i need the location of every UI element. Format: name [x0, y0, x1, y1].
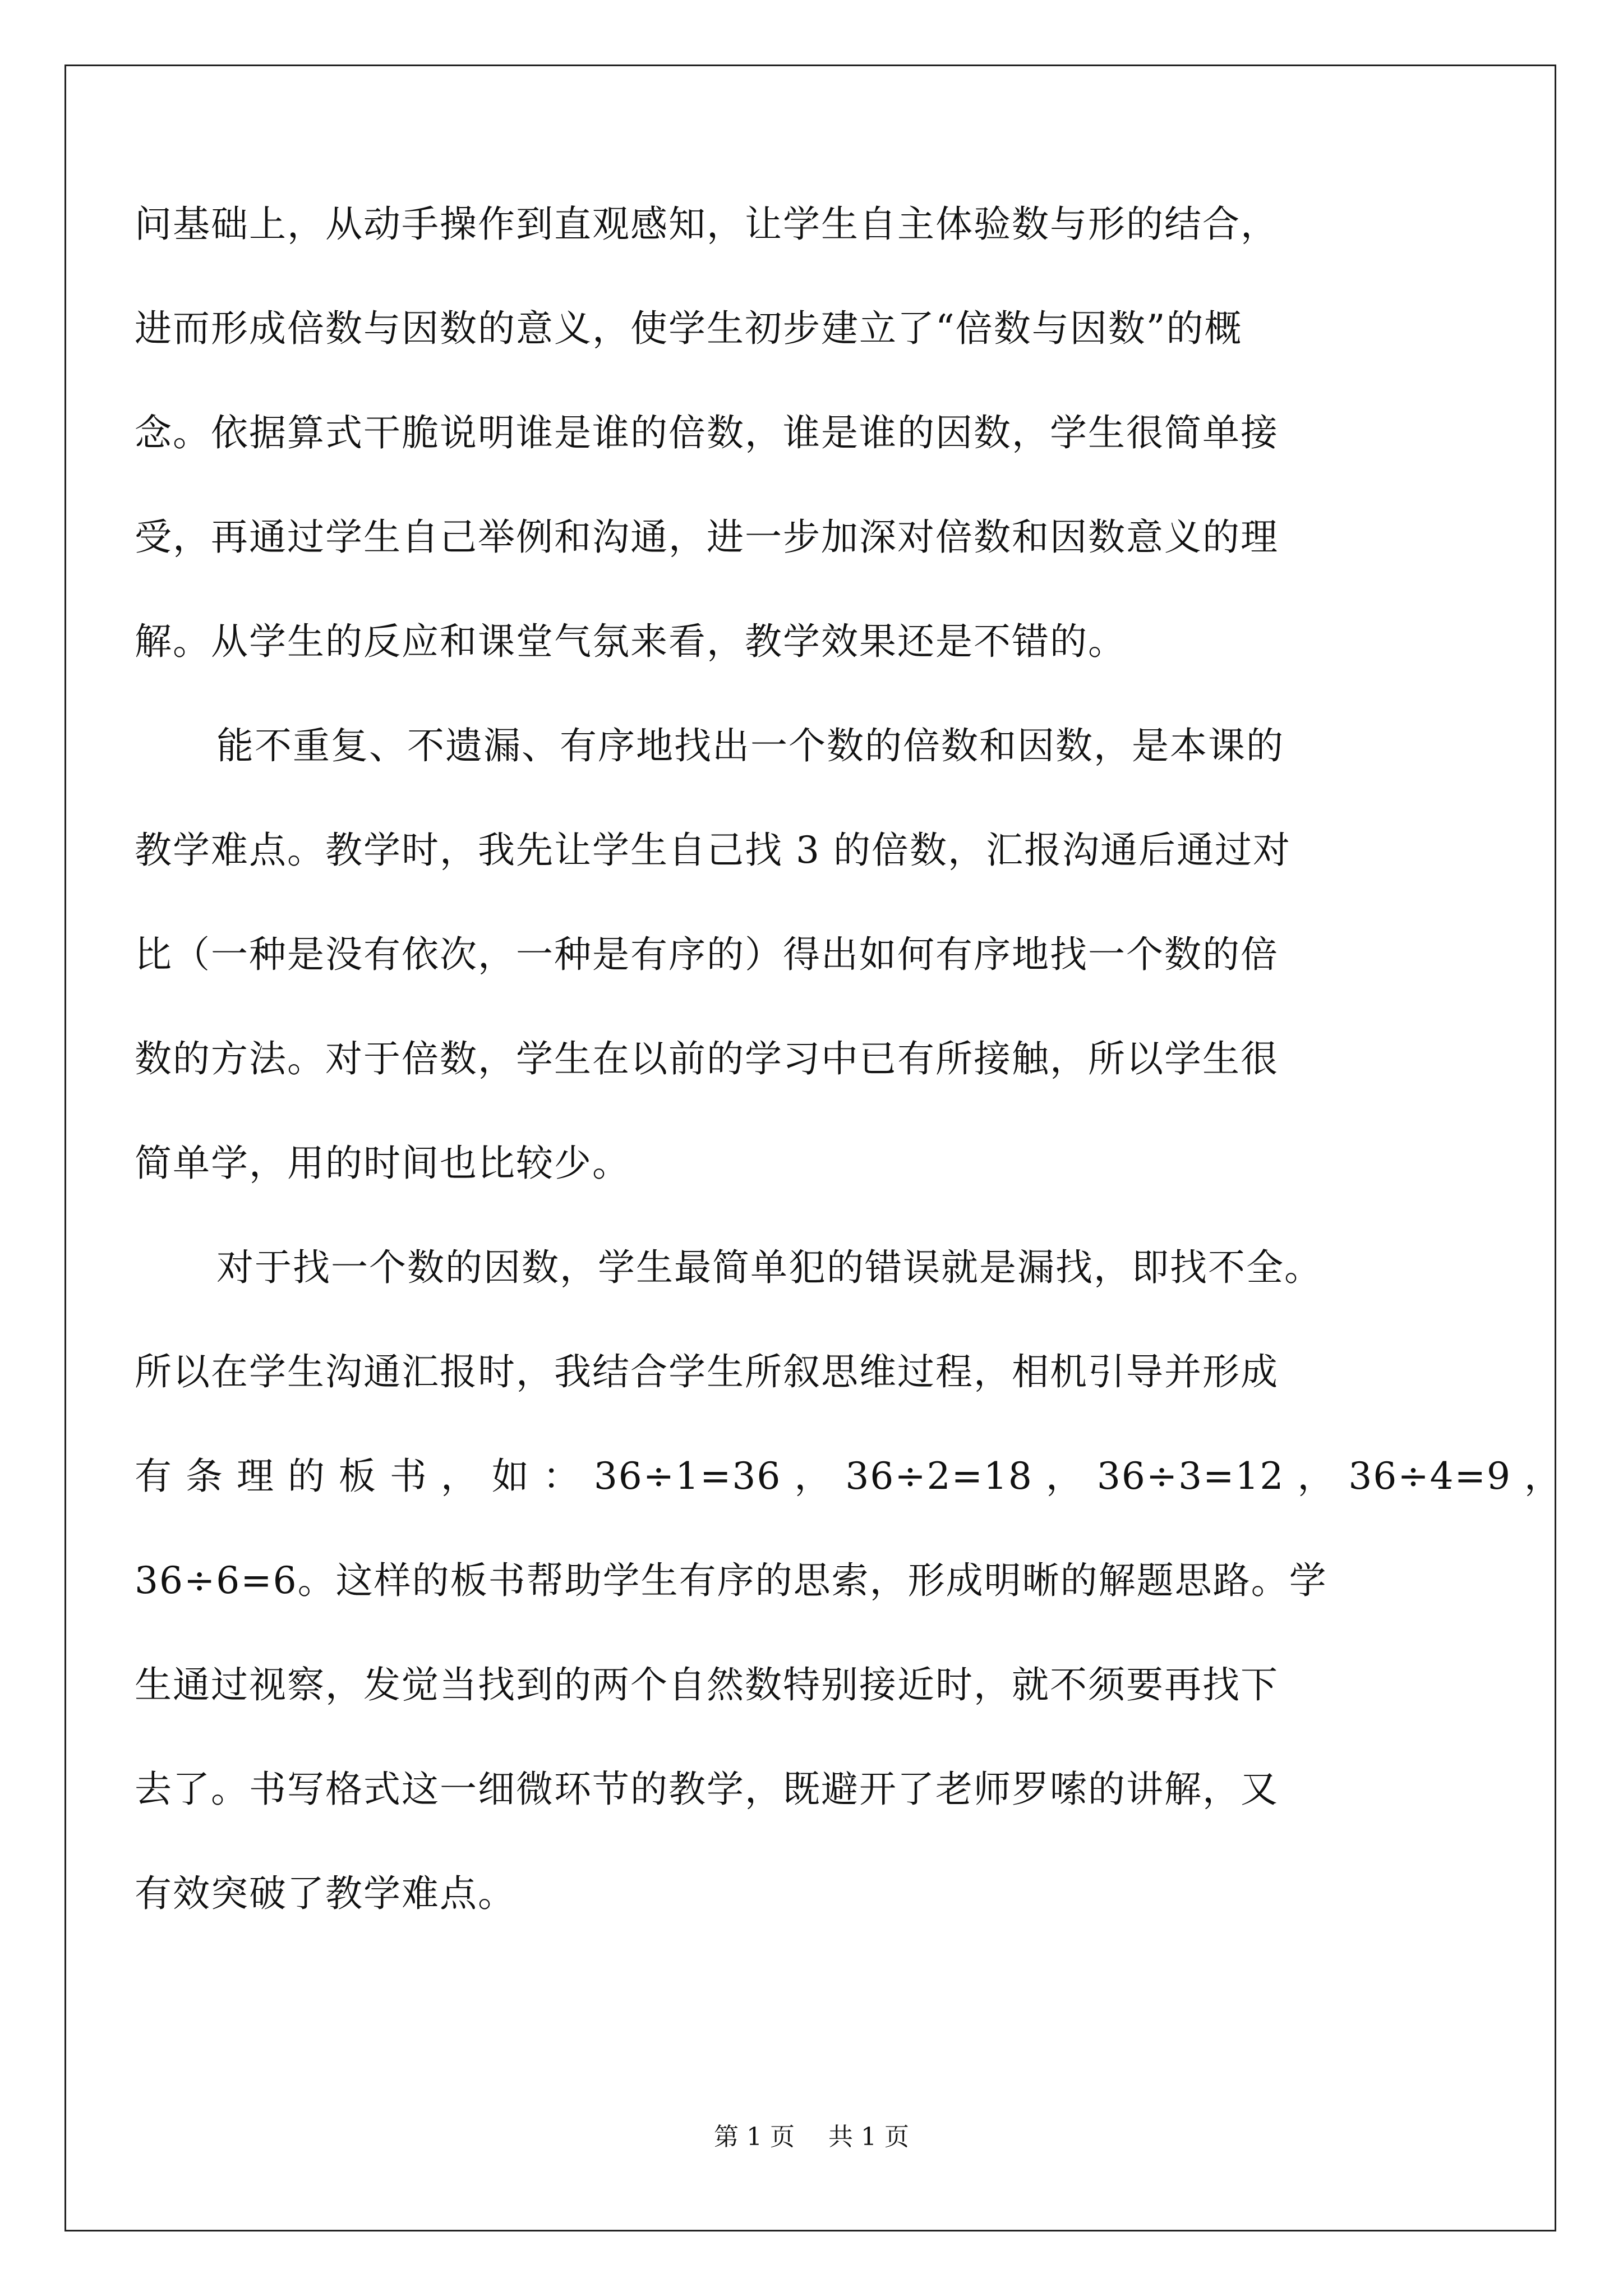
text-line-6: 能不重复、不遗漏、有序地找出一个数的倍数和因数，是本课的	[216, 724, 1284, 767]
text-line-1: 问基础上，从动手操作到直观感知，让学生自主体验数与形的结合，	[135, 203, 1279, 246]
text-line-16: 去了。书写格式这一细微环节的教学，既避开了老师罗嗦的讲解，又	[135, 1768, 1279, 1811]
text-line-12: 所以在学生沟通汇报时，我结合学生所叙思维过程，相机引导并形成	[135, 1350, 1279, 1393]
text-line-8: 比（一种是没有依次，一种是有序的）得出如何有序地找一个数的倍	[135, 933, 1279, 976]
text-line-4: 受，再通过学生自己举例和沟通，进一步加深对倍数和因数意义的理	[135, 516, 1279, 559]
text-line-15: 生通过视察，发觉当找到的两个自然数特别接近时，就不须要再找下	[135, 1663, 1279, 1706]
text-line-10: 简单学，用的时间也比较少。	[135, 1142, 630, 1185]
page-number: 第 1 页	[714, 2123, 795, 2151]
text-line-9: 数的方法。对于倍数，学生在以前的学习中已有所接触，所以学生很	[135, 1037, 1279, 1080]
text-line-11: 对于找一个数的因数，学生最简单犯的错误就是漏找，即找不全。	[216, 1246, 1322, 1289]
text-line-7: 教学难点。教学时，我先让学生自己找 3 的倍数，汇报沟通后通过对	[135, 829, 1291, 872]
page-footer	[0, 2120, 1623, 2154]
text-line-17: 有效突破了教学难点。	[135, 1872, 516, 1915]
text-line-13: 有 条 理 的 板 书 ， 如 ： 36÷1=36 ， 36÷2=18 ， 36÷3=12 ， 36÷4=9 ，	[135, 1455, 1562, 1498]
text-line-14: 36÷6=6。这样的板书帮助学生有序的思索，形成明晰的解题思路。学	[135, 1559, 1327, 1602]
text-line-5: 解。从学生的反应和课堂气氛来看，教学效果还是不错的。	[135, 620, 1126, 663]
text-line-3: 念。依据算式干脆说明谁是谁的倍数，谁是谁的因数，学生很简单接	[135, 411, 1279, 454]
page-total: 共 1 页	[828, 2123, 909, 2151]
text-line-2: 进而形成倍数与因数的意义，使学生初步建立了“倍数与因数”的概	[135, 307, 1243, 350]
